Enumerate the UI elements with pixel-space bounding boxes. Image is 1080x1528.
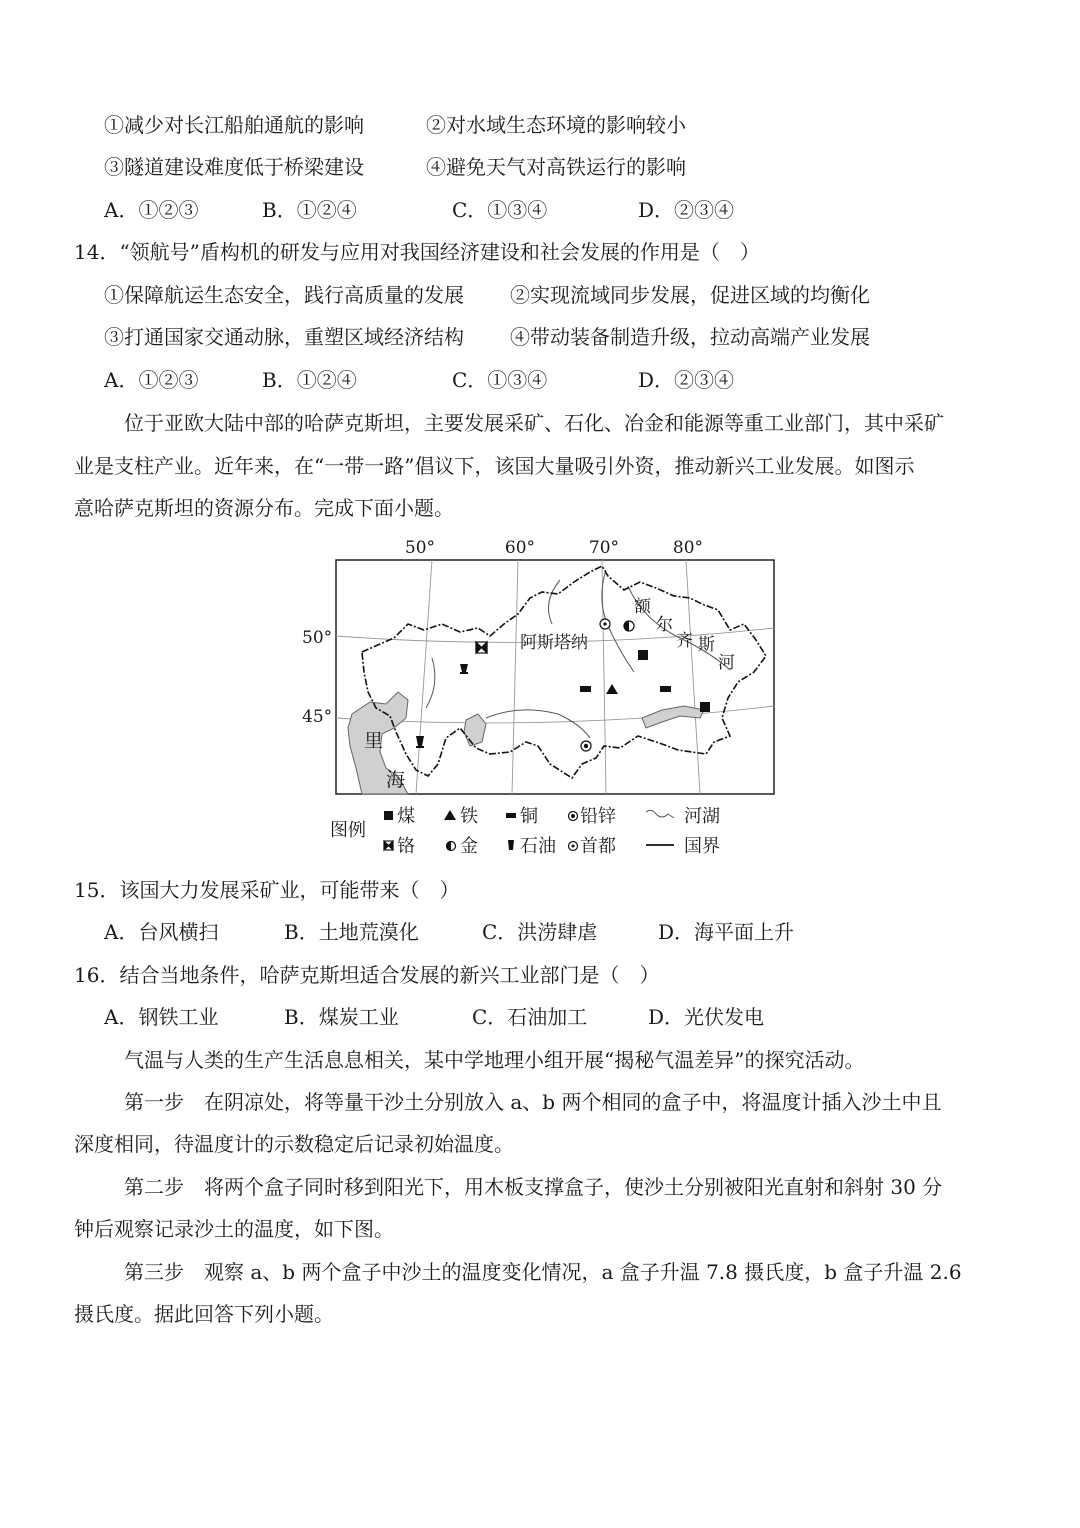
- river-label-2: 尔: [656, 615, 673, 635]
- q14-option-b[interactable]: B．①②④: [262, 368, 357, 392]
- q14-option-a[interactable]: A．①②③: [104, 368, 199, 392]
- q15-option-b[interactable]: B．土地荒漠化: [284, 920, 419, 944]
- kazakhstan-resource-map: [290, 532, 790, 872]
- passage2-line-4: 第二步 将两个盒子同时移到阳光下，用木板支撑盒子，使沙土分别被阳光直射和斜射 30 分: [124, 1175, 943, 1199]
- q14-option-c[interactable]: C．①③④: [452, 368, 548, 392]
- legend-copper-icon: [506, 813, 516, 818]
- legend-oil: 石油: [520, 836, 556, 857]
- lat-label-50: 50°: [302, 628, 333, 648]
- capital-label: 阿斯塔纳: [520, 633, 588, 653]
- chromium-symbol-map: [476, 642, 487, 653]
- legend-chromium: 铬: [397, 836, 415, 857]
- q15-stem: 15．该国大力发展采矿业，可能带来（ ）: [74, 878, 460, 902]
- passage2-line-7: 摄氏度。据此回答下列小题。: [74, 1302, 334, 1326]
- legend-title: 图例: [330, 820, 366, 841]
- lon-label-70: 70°: [588, 538, 620, 558]
- lat-label-45: 45°: [302, 707, 333, 727]
- passage2-line-3: 深度相同，待温度计的示数稳定后记录初始温度。: [74, 1132, 514, 1156]
- lon-label-80: 80°: [672, 538, 704, 558]
- legend-copper: 铜: [520, 806, 538, 827]
- q13-option-b[interactable]: B．①②④: [262, 198, 357, 222]
- q16-option-c[interactable]: C．石油加工: [472, 1005, 588, 1029]
- legend-river-lake: 河湖: [684, 806, 720, 827]
- q15-option-a[interactable]: A．台风横扫: [104, 920, 219, 944]
- q14-stem: 14．“领航号”盾构机的研发与应用对我国经济建设和社会发展的作用是（ ）: [74, 240, 760, 264]
- legend-lead-zinc-icon: [569, 812, 578, 821]
- legend-chromium-icon: [384, 841, 393, 850]
- passage1-line-1: 位于亚欧大陆中部的哈萨克斯坦，主要发展采矿、石化、冶金和能源等重工业部门，其中采矿: [124, 411, 944, 435]
- river-label-4: 斯: [698, 635, 715, 655]
- copper-symbol-map-1: [580, 686, 591, 692]
- legend-lead-zinc: 铅锌: [580, 806, 616, 827]
- passage1-line-2: 业是支柱产业。近年来，在“一带一路”倡议下，该国大量吸引外资，推动新兴工业发展。如图示: [74, 454, 915, 478]
- coal-symbol-map-2: [700, 702, 710, 712]
- lon-label-50: 50°: [404, 538, 436, 558]
- legend-capital-icon: [569, 842, 578, 851]
- q16-option-b[interactable]: B．煤炭工业: [284, 1005, 399, 1029]
- legend-coal: 煤: [397, 806, 415, 827]
- legend-river-lake-icon: [646, 810, 674, 818]
- q14-item-4: ④带动装备制造升级，拉动高端产业发展: [510, 325, 870, 349]
- q14-option-d[interactable]: D．②③④: [638, 368, 735, 392]
- q16-stem: 16．结合当地条件，哈萨克斯坦适合发展的新兴工业部门是（ ）: [74, 963, 660, 987]
- q13-item-2: ②对水域生态环境的影响较小: [426, 113, 686, 137]
- lon-label-60: 60°: [504, 538, 536, 558]
- passage1-line-3: 意哈萨克斯坦的资源分布。完成下面小题。: [74, 496, 454, 520]
- legend-iron: 铁: [460, 806, 478, 827]
- q13-option-d[interactable]: D．②③④: [638, 198, 735, 222]
- oil-symbol-map-2: [416, 736, 424, 748]
- gold-symbol-map: [624, 621, 634, 631]
- passage2-line-2: 第一步 在阴凉处，将等量干沙土分别放入 a、b 两个相同的盒子中，将温度计插入沙土中且: [124, 1090, 942, 1114]
- legend-coal-icon: [384, 811, 393, 820]
- q13-option-c[interactable]: C．①③④: [452, 198, 548, 222]
- q16-option-d[interactable]: D．光伏发电: [648, 1005, 765, 1029]
- passage2-line-1: 气温与人类的生产生活息息相关，某中学地理小组开展“揭秘气温差异”的探究活动。: [124, 1048, 865, 1072]
- passage2-line-5: 钟后观察记录沙土的温度，如下图。: [74, 1217, 394, 1241]
- legend-gold-icon: [447, 842, 456, 851]
- copper-symbol-map-2: [660, 686, 671, 692]
- legend-gold: 金: [460, 836, 478, 857]
- q16-option-a[interactable]: A．钢铁工业: [104, 1005, 219, 1029]
- river-label-1: 额: [634, 597, 651, 617]
- river-label-3: 齐: [676, 631, 693, 651]
- legend-iron-icon: [444, 810, 456, 820]
- legend-border: 国界: [684, 836, 720, 857]
- lead-zinc-symbol-map: [581, 741, 591, 751]
- sea-label-hai: 海: [386, 769, 406, 791]
- q15-option-d[interactable]: D．海平面上升: [658, 920, 795, 944]
- capital-astana-symbol: [600, 619, 610, 629]
- sea-label-li: 里: [364, 730, 384, 752]
- legend-capital: 首都: [580, 836, 616, 857]
- q13-item-4: ④避免天气对高铁运行的影响: [426, 155, 686, 179]
- passage2-line-6: 第三步 观察 a、b 两个盒子中沙土的温度变化情况，a 盒子升温 7.8 摄氏度，b 盒子升温 2.6: [124, 1260, 962, 1284]
- q14-item-1: ①保障航运生态安全，践行高质量的发展: [104, 283, 464, 307]
- coal-symbol-map-1: [638, 650, 648, 660]
- q15-option-c[interactable]: C．洪涝肆虐: [482, 920, 598, 944]
- map-frame: [336, 560, 774, 794]
- q14-item-2: ②实现流域同步发展，促进区域的均衡化: [510, 283, 870, 307]
- river-label-5: 河: [718, 653, 735, 673]
- q13-item-3: ③隧道建设难度低于桥梁建设: [104, 155, 364, 179]
- q13-item-1: ①减少对长江船舶通航的影响: [104, 113, 364, 137]
- q13-option-a[interactable]: A．①②③: [104, 198, 199, 222]
- q14-item-3: ③打通国家交通动脉，重塑区域经济结构: [104, 325, 464, 349]
- legend-oil-icon: [508, 840, 514, 850]
